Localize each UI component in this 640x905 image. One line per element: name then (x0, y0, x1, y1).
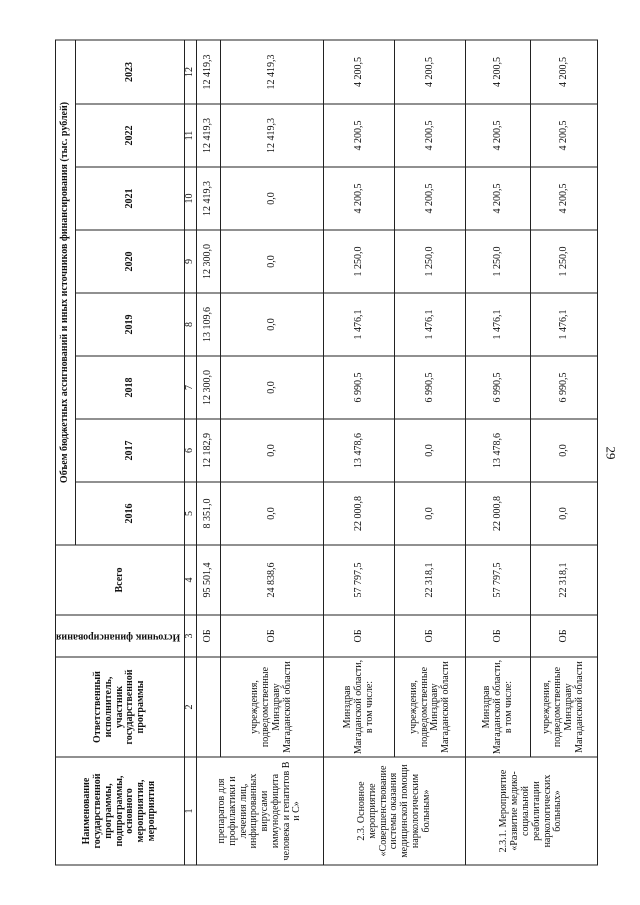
table-row (220, 39, 323, 864)
table-row (197, 39, 221, 864)
row-value: 6 990,5 (324, 356, 395, 419)
row-value: 0,0 (531, 419, 598, 482)
row-value: 12 419,3 (197, 39, 221, 103)
year-header: 2023 (76, 39, 185, 103)
row-value: 6 990,5 (395, 356, 466, 419)
row-value: 13 478,6 (324, 419, 395, 482)
row-value: 22 000,8 (324, 482, 395, 545)
row-value: 1 250,0 (395, 230, 466, 293)
year-header: 2017 (76, 419, 185, 482)
column-number: 3 (185, 615, 197, 657)
row-total: 57 797,5 (466, 545, 531, 615)
row-executor: Минздрав Магаданской области, в том числе: (466, 657, 531, 757)
year-header: 2018 (76, 356, 185, 419)
row-total: 95 501,4 (197, 545, 221, 615)
row-source: ОБ (197, 615, 221, 657)
column-number: 2 (185, 657, 197, 757)
row-executor: Минздрав Магаданской области, в том числе: (324, 657, 395, 757)
row-value: 1 476,1 (466, 293, 531, 356)
row-value: 22 000,8 (466, 482, 531, 545)
row-value: 4 200,5 (395, 167, 466, 230)
row-value: 6 990,5 (531, 356, 598, 419)
table-container (55, 40, 585, 865)
column-number: 9 (185, 230, 197, 293)
row-value: 1 476,1 (395, 293, 466, 356)
row-source: ОБ (324, 615, 395, 657)
column-number: 11 (185, 104, 197, 167)
row-value: 4 200,5 (466, 39, 531, 103)
column-number: 1 (185, 757, 197, 865)
column-number: 5 (185, 482, 197, 545)
header-executor: Ответственный исполнитель, участник государственной программы (56, 657, 185, 757)
row-value: 12 419,3 (197, 104, 221, 167)
row-value: 12 182,9 (197, 419, 221, 482)
row-value: 1 250,0 (466, 230, 531, 293)
column-number: 10 (185, 167, 197, 230)
row-value: 0,0 (220, 167, 323, 230)
row-value: 4 200,5 (531, 39, 598, 103)
table-row (324, 39, 395, 864)
row-value: 4 200,5 (324, 167, 395, 230)
row-value: 0,0 (220, 230, 323, 293)
row-value: 0,0 (220, 482, 323, 545)
year-header: 2016 (76, 482, 185, 545)
row-value: 4 200,5 (324, 104, 395, 167)
row-value: 4 200,5 (324, 39, 395, 103)
row-value: 4 200,5 (466, 104, 531, 167)
column-number: 4 (185, 545, 197, 615)
row-total: 57 797,5 (324, 545, 395, 615)
column-number-row (185, 39, 197, 864)
budget-table (55, 39, 598, 865)
header-name: Наименование государственной программы, подпрограммы, основного мероприятия, мероприятия (56, 757, 185, 865)
year-header: 2022 (76, 104, 185, 167)
row-value: 0,0 (220, 356, 323, 419)
row-value: 0,0 (395, 482, 466, 545)
row-value: 13 109,6 (197, 293, 221, 356)
row-source: ОБ (531, 615, 598, 657)
column-number: 7 (185, 356, 197, 419)
row-value: 12 419,3 (220, 39, 323, 103)
row-value: 0,0 (220, 419, 323, 482)
row-total: 22 318,1 (395, 545, 466, 615)
row-name: препаратов для профилактики и лечения лиц, инфицированных вирусами иммунодефицита человека и гепатитов В и С» (197, 757, 324, 865)
row-value: 8 351,0 (197, 482, 221, 545)
column-number: 8 (185, 293, 197, 356)
column-number: 6 (185, 419, 197, 482)
table-row (531, 39, 598, 864)
page-number: 29 (603, 446, 619, 460)
year-header: 2019 (76, 293, 185, 356)
header-total: Всего (56, 545, 185, 615)
table-row (395, 39, 466, 864)
row-executor: учреждения, подведомственные Минздраву Магаданской области (220, 657, 323, 757)
row-value: 1 476,1 (531, 293, 598, 356)
row-executor (197, 657, 221, 757)
row-executor: учреждения, подведомственные Минздраву Магаданской области (395, 657, 466, 757)
row-value: 4 200,5 (531, 167, 598, 230)
row-source: ОБ (466, 615, 531, 657)
row-value: 0,0 (531, 482, 598, 545)
row-value: 0,0 (220, 293, 323, 356)
row-name: 2.3. Основное мероприятие «Совершенствование системы оказания медицинской помощи наркологическим больным» (324, 757, 466, 865)
row-value: 4 200,5 (466, 167, 531, 230)
row-value: 12 419,3 (197, 167, 221, 230)
header-source: Источник финансирования (56, 615, 185, 657)
column-number: 12 (185, 39, 197, 103)
row-executor: учреждения, подведомственные Минздраву Магаданской области (531, 657, 598, 757)
row-value: 1 250,0 (531, 230, 598, 293)
row-value: 4 200,5 (531, 104, 598, 167)
row-name: 2.3.1. Мероприятие «Развитие медико-социальной реабилитации наркологических больных» (466, 757, 598, 865)
year-header: 2021 (76, 167, 185, 230)
row-source: ОБ (395, 615, 466, 657)
row-value: 1 250,0 (324, 230, 395, 293)
year-header: 2020 (76, 230, 185, 293)
row-value: 13 478,6 (466, 419, 531, 482)
row-source: ОБ (220, 615, 323, 657)
row-value: 12 300,0 (197, 356, 221, 419)
row-value: 1 476,1 (324, 293, 395, 356)
row-total: 22 318,1 (531, 545, 598, 615)
row-value: 12 300,0 (197, 230, 221, 293)
table-row (466, 39, 531, 864)
row-value: 6 990,5 (466, 356, 531, 419)
row-total: 24 838,6 (220, 545, 323, 615)
row-value: 12 419,3 (220, 104, 323, 167)
row-value: 4 200,5 (395, 104, 466, 167)
row-value: 0,0 (395, 419, 466, 482)
header-group: Объем бюджетных ассигнований и иных источников финансирования (тыс. рублей) (56, 39, 76, 544)
row-value: 4 200,5 (395, 39, 466, 103)
